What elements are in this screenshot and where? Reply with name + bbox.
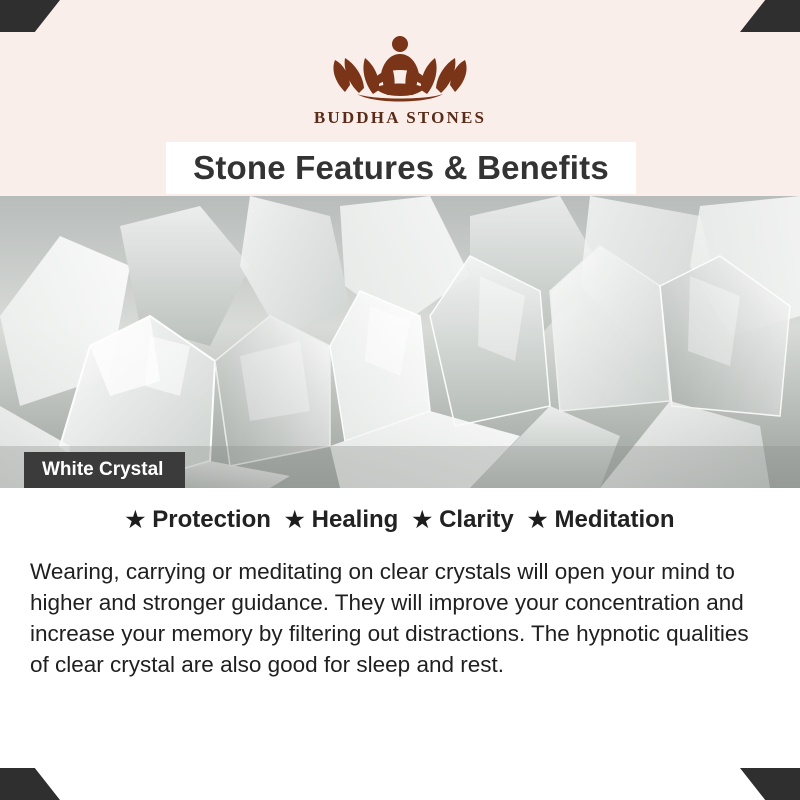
star-icon: ★ [284,507,305,532]
benefit-item [285,506,398,534]
star-icon: ★ [527,507,548,532]
brand-name: BUDDHA STONES [313,108,487,127]
benefit-label: Protection [152,506,271,533]
benefit-item [125,506,270,534]
photo-caption: White Crystal [24,452,185,488]
benefit-label: Healing [311,506,399,533]
crystal-photo-graphic [0,196,800,488]
benefit-label: Clarity [439,506,514,533]
page-title: Stone Features & Benefits [193,149,609,186]
benefit-item [528,506,675,534]
lotus-yoga-figure-icon [315,22,485,106]
title-plate [166,142,636,194]
benefit-label: Meditation [554,506,675,533]
brand-logo [0,22,800,128]
star-icon: ★ [412,507,433,532]
star-icon: ★ [125,507,146,532]
benefits-row [0,506,800,534]
benefit-item [412,506,513,534]
crystal-photo [0,196,800,488]
description-text: Wearing, carrying or meditating on clear crystals will open your mind to higher and stronger guidance. They will improve your concentration and increase your memory by filtering out distractions. The hypnotic qualities of clear crystal are also good for sleep and rest. [30,559,749,677]
bottom-spacer [0,740,800,800]
